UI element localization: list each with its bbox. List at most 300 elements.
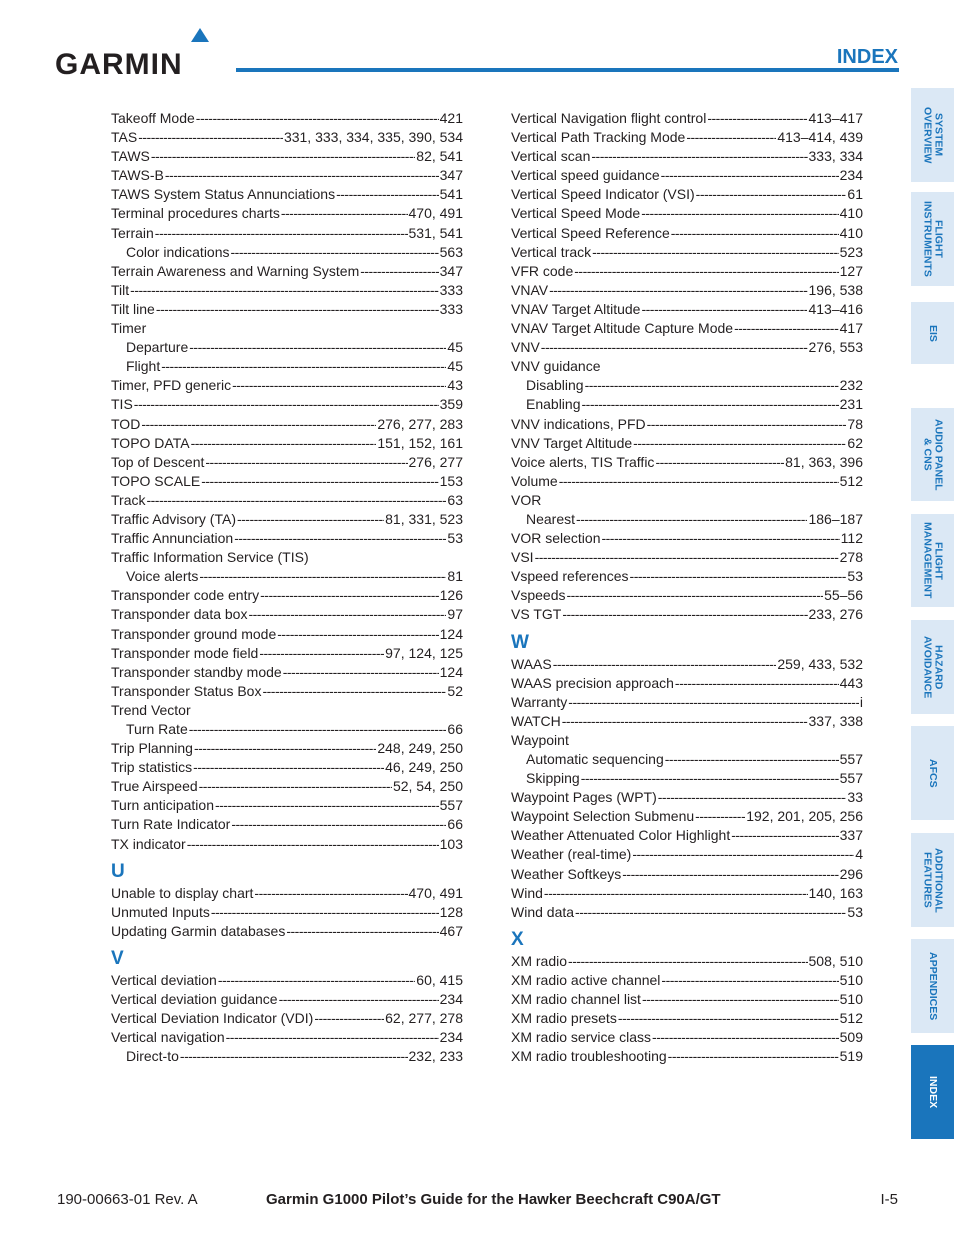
entry-pages: 124	[439, 663, 463, 680]
index-entry	[111, 281, 463, 300]
entry-pages: 233, 276	[808, 606, 863, 623]
section-tab-label: FLIGHT INSTRUMENTS	[921, 201, 945, 277]
entry-term: Direct-to	[126, 1048, 179, 1065]
section-letter: W	[511, 631, 529, 653]
dot-leader	[248, 605, 446, 624]
section-tab-label: HAZARD AVOIDANCE	[921, 635, 945, 699]
entry-term: VOR	[511, 491, 542, 508]
index-subentry	[111, 357, 463, 376]
index-entry	[511, 884, 863, 903]
dot-leader	[161, 357, 446, 376]
section-tab-flight-management[interactable]	[911, 514, 954, 607]
entry-term: Vspeeds	[511, 587, 566, 604]
section-tab-system-overview[interactable]	[911, 88, 954, 182]
section-letter: V	[111, 947, 124, 969]
index-entry	[511, 845, 863, 864]
index-entry	[511, 109, 863, 128]
index-entry	[511, 807, 863, 826]
index-entry	[511, 262, 863, 281]
entry-term: TX indicator	[111, 835, 186, 852]
dot-leader	[189, 338, 446, 357]
index-entry	[111, 1009, 463, 1028]
entry-pages: 234	[439, 991, 463, 1008]
entry-term: Transponder Status Box	[111, 682, 262, 699]
index-entry	[111, 701, 463, 720]
section-tab-label: INDEX	[927, 1075, 939, 1109]
index-entry	[111, 510, 463, 529]
section-tab-flight-instruments[interactable]	[911, 192, 954, 286]
index-entry	[511, 788, 863, 807]
entry-term: Updating Garmin databases	[111, 922, 286, 939]
entry-term: TIS	[111, 396, 133, 413]
entry-pages: 512	[839, 472, 863, 489]
entry-pages: 347	[439, 262, 463, 279]
entry-pages: 61	[847, 186, 863, 203]
section-tab-appendices[interactable]	[911, 939, 954, 1033]
entry-term: Timer, PFD generic	[111, 377, 232, 394]
dot-leader	[675, 674, 839, 693]
index-entry	[111, 185, 463, 204]
entry-term: XM radio troubleshooting	[511, 1048, 667, 1065]
entry-term: Nearest	[526, 510, 576, 527]
index-entry	[111, 663, 463, 682]
index-entry	[511, 674, 863, 693]
index-entry	[111, 224, 463, 243]
index-entry	[111, 415, 463, 434]
entry-term: VNAV	[511, 281, 549, 298]
entry-pages: 337	[839, 827, 863, 844]
entry-pages: 276, 553	[808, 339, 863, 356]
entry-term: Wind	[511, 884, 543, 901]
entry-pages: 519	[839, 1048, 863, 1065]
index-entry	[511, 1047, 863, 1066]
dot-leader	[146, 491, 446, 510]
index-entry	[511, 605, 863, 624]
dot-leader	[562, 605, 807, 624]
entry-term: XM radio	[511, 952, 568, 969]
entry-term: Terrain Awareness and Warning System	[111, 262, 360, 279]
index-subentry	[111, 720, 463, 739]
entry-pages: 53	[847, 568, 863, 585]
index-entry	[111, 319, 463, 338]
entry-term: Traffic Advisory (TA)	[111, 510, 236, 527]
entry-term: Warranty	[511, 693, 568, 710]
dot-leader	[281, 204, 408, 223]
index-entry	[511, 357, 863, 376]
entry-term: Waypoint Selection Submenu	[511, 808, 695, 825]
entry-term: Vertical Speed Indicator (VSI)	[511, 186, 695, 203]
dot-leader	[254, 884, 407, 903]
entry-pages: i	[859, 693, 863, 710]
entry-pages: 52	[447, 682, 463, 699]
entry-term: Transponder code entry	[111, 587, 260, 604]
dot-leader	[199, 777, 392, 796]
index-entry	[511, 971, 863, 990]
dot-leader	[155, 224, 408, 243]
entry-pages: 337, 338	[808, 712, 863, 729]
dot-leader	[566, 586, 823, 605]
page-number: I-5	[880, 1191, 898, 1208]
entry-pages: 276, 277, 283	[377, 415, 463, 432]
entry-pages: 151, 152, 161	[377, 434, 463, 451]
index-entry	[511, 712, 863, 731]
entry-pages: 443	[839, 674, 863, 691]
dot-leader	[591, 147, 807, 166]
entry-pages: 557	[839, 751, 863, 767]
index-entry	[511, 491, 863, 510]
index-entry	[111, 434, 463, 453]
entry-pages: 140, 163	[808, 884, 863, 901]
entry-pages: 78	[847, 415, 863, 432]
entry-pages: 33	[847, 789, 863, 806]
entry-pages: 410	[839, 224, 863, 241]
entry-term: Skipping	[526, 770, 580, 787]
entry-pages: 196, 538	[808, 281, 863, 298]
dot-leader	[279, 990, 439, 1009]
dot-leader	[647, 415, 847, 434]
entry-term: TAWS-B	[111, 167, 164, 184]
garmin-logo	[55, 28, 220, 81]
section-letter: U	[111, 860, 125, 882]
dot-leader	[231, 243, 439, 262]
dot-leader	[658, 788, 847, 807]
dot-leader	[652, 1028, 839, 1047]
index-entry	[111, 548, 463, 567]
index-entry	[111, 903, 463, 922]
guide-title: Garmin G1000 Pilot’s Guide for the Hawker Beechcraft C90A/GT	[266, 1191, 721, 1208]
entry-pages: 510	[839, 991, 863, 1008]
dot-leader	[642, 990, 839, 1009]
entry-pages: 359	[439, 396, 463, 413]
index-entry	[111, 884, 463, 903]
dot-leader	[581, 769, 839, 788]
dot-leader	[574, 262, 838, 281]
index-entry	[111, 971, 463, 990]
index-subentry	[511, 376, 863, 395]
section-tab-label: APPENDICES	[927, 951, 939, 1021]
dot-leader	[544, 884, 808, 903]
index-entry	[511, 567, 863, 586]
dot-leader	[262, 682, 446, 701]
entry-term: VNV indications, PFD	[511, 415, 646, 432]
entry-term: Waypoint Pages (WPT)	[511, 789, 657, 806]
index-subentry	[111, 243, 463, 262]
entry-pages: 413–414, 439	[777, 129, 863, 146]
entry-pages: 234	[839, 167, 863, 184]
entry-pages: 557	[839, 770, 863, 787]
entry-term: TAS	[111, 129, 138, 146]
dot-leader	[211, 903, 439, 922]
index-entry	[111, 529, 463, 548]
entry-pages: 333, 334	[808, 148, 863, 165]
entry-pages: 509	[839, 1029, 863, 1046]
index-entry	[111, 395, 463, 414]
index-subentry	[111, 1047, 463, 1066]
entry-pages: 413–417	[808, 110, 863, 126]
entry-term: WAAS	[511, 655, 552, 672]
index-entry	[111, 262, 463, 281]
entry-term: VNV guidance	[511, 358, 601, 375]
index-entry	[511, 1028, 863, 1047]
dot-leader	[576, 510, 807, 529]
entry-pages: 66	[447, 816, 463, 833]
section-tab-additional-features[interactable]	[911, 833, 954, 927]
entry-term: VNAV Target Altitude Capture Mode	[511, 320, 734, 337]
entry-term: Weather (real-time)	[511, 846, 632, 863]
entry-pages: 531, 541	[408, 224, 463, 241]
dot-leader	[592, 243, 839, 262]
entry-pages: 192, 201, 205, 256	[746, 808, 863, 825]
section-tab-audio-panel-cns[interactable]	[911, 408, 954, 501]
index-subentry	[511, 769, 863, 788]
dot-leader	[641, 204, 838, 223]
index-entry	[111, 796, 463, 815]
entry-pages: 232	[839, 377, 863, 394]
entry-pages: 55–56	[824, 587, 863, 604]
entry-term: Top of Descent	[111, 453, 205, 470]
entry-term: Enabling	[526, 396, 581, 413]
entry-term: Flight	[126, 358, 161, 375]
index-entry	[111, 586, 463, 605]
dot-leader	[553, 655, 777, 674]
index-entry	[111, 1028, 463, 1047]
index-entry	[111, 147, 463, 166]
dot-leader	[734, 319, 839, 338]
entry-term: Vertical Speed Reference	[511, 224, 670, 241]
dot-leader	[582, 395, 839, 414]
dot-leader	[193, 758, 384, 777]
dot-leader	[232, 376, 446, 395]
section-tab-hazard-avoidance[interactable]	[911, 620, 954, 714]
entry-pages: 53	[447, 530, 463, 547]
entry-pages: 53	[847, 903, 863, 920]
entry-term: Trip Planning	[111, 740, 193, 757]
dot-leader	[707, 109, 807, 128]
entry-term: XM radio presets	[511, 1010, 617, 1027]
section-tab-label: ADDITIONAL FEATURES	[921, 847, 945, 913]
entry-pages: 248, 249, 250	[377, 740, 463, 757]
dot-leader	[562, 712, 808, 731]
entry-term: Automatic sequencing	[526, 751, 664, 767]
entry-pages: 557	[439, 797, 463, 814]
dot-leader	[686, 128, 776, 147]
dot-leader	[655, 453, 784, 472]
entry-pages: 331, 333, 334, 335, 390, 534	[283, 129, 463, 146]
entry-term: Trend Vector	[111, 701, 191, 718]
entry-pages: 66	[447, 721, 463, 737]
dot-leader	[696, 185, 847, 204]
entry-term: VS TGT	[511, 606, 562, 623]
index-entry	[511, 453, 863, 472]
entry-term: Transponder standby mode	[111, 663, 282, 680]
index-entry	[511, 338, 863, 357]
index-entry	[111, 682, 463, 701]
entry-term: Vertical Navigation flight control	[511, 110, 707, 126]
entry-pages: 510	[839, 971, 863, 988]
entry-term: Transponder data box	[111, 606, 248, 623]
dot-leader	[671, 224, 839, 243]
dot-leader	[695, 807, 745, 826]
entry-pages: 523	[839, 243, 863, 260]
index-subentry	[111, 567, 463, 586]
entry-pages: 124	[439, 625, 463, 642]
index-column-left	[111, 109, 463, 1066]
index-entry	[111, 835, 463, 854]
dot-leader	[201, 472, 438, 491]
entry-term: Voice alerts, TIS Traffic	[511, 453, 655, 470]
entry-term: True Airspeed	[111, 778, 198, 795]
entry-term: Vertical Deviation Indicator (VDI)	[111, 1010, 314, 1027]
index-subentry	[511, 510, 863, 529]
entry-pages: 417	[839, 320, 863, 337]
index-entry	[111, 453, 463, 472]
index-entry	[111, 815, 463, 834]
entry-pages: 63	[447, 491, 463, 508]
entry-pages: 563	[439, 243, 463, 260]
dot-leader	[218, 971, 415, 990]
index-entry	[511, 529, 863, 548]
index-entry	[511, 300, 863, 319]
index-entry	[511, 204, 863, 223]
dot-leader	[205, 453, 407, 472]
entry-term: Transponder ground mode	[111, 625, 277, 642]
dot-leader	[194, 739, 376, 758]
entry-pages: 128	[439, 903, 463, 920]
entry-term: Turn Rate	[126, 721, 188, 737]
entry-pages: 512	[839, 1010, 863, 1027]
entry-term: VNV	[511, 339, 540, 356]
index-entry	[511, 693, 863, 712]
index-subentry	[511, 750, 863, 769]
dot-leader	[630, 567, 847, 586]
section-tab-label: FLIGHT MANAGEMENT	[921, 522, 945, 599]
entry-term: Waypoint	[511, 731, 569, 748]
index-entry	[511, 990, 863, 1009]
entry-term: Transponder mode field	[111, 644, 259, 661]
section-tab-eis[interactable]	[911, 302, 954, 364]
entry-term: Vertical Speed Mode	[511, 205, 641, 222]
index-entry	[111, 376, 463, 395]
entry-pages: 45	[447, 358, 463, 375]
index-entry	[511, 281, 863, 300]
section-letter: X	[511, 928, 524, 950]
index-entry	[511, 952, 863, 971]
index-subentry	[511, 395, 863, 414]
entry-term: Weather Softkeys	[511, 865, 622, 882]
index-entry	[511, 415, 863, 434]
dot-leader	[231, 815, 446, 834]
index-entry	[111, 644, 463, 663]
dot-leader	[559, 472, 839, 491]
entry-term: Takeoff Mode	[111, 110, 195, 126]
entry-term: TOPO SCALE	[111, 472, 201, 489]
index-entry	[511, 128, 863, 147]
index-entry	[111, 166, 463, 185]
dot-leader	[568, 693, 859, 712]
index-entry	[511, 434, 863, 453]
dot-leader	[283, 663, 439, 682]
entry-pages: 347	[439, 167, 463, 184]
section-tab-afcs[interactable]	[911, 726, 954, 820]
dot-leader	[641, 300, 807, 319]
dot-leader	[260, 586, 439, 605]
entry-pages: 276, 277	[408, 453, 463, 470]
index-entry	[511, 1009, 863, 1028]
entry-pages: 467	[439, 922, 463, 939]
index-entry	[111, 109, 463, 128]
entry-pages: 259, 433, 532	[777, 655, 863, 672]
entry-term: VSI	[511, 549, 534, 566]
entry-term: XM radio active channel	[511, 971, 661, 988]
entry-term: VNAV Target Altitude	[511, 300, 641, 317]
entry-pages: 232, 233	[408, 1048, 463, 1065]
entry-pages: 45	[447, 339, 463, 356]
entry-pages: 470, 491	[408, 884, 463, 901]
entry-term: Vertical scan	[511, 148, 591, 165]
dot-leader	[189, 720, 447, 739]
entry-term: Tilt line	[111, 300, 155, 317]
entry-term: Voice alerts	[126, 568, 199, 585]
index-entry	[111, 605, 463, 624]
index-subentry	[111, 338, 463, 357]
header-rule	[236, 68, 899, 72]
entry-term: VNV Target Altitude	[511, 434, 633, 451]
entry-term: Terminal procedures charts	[111, 205, 280, 222]
entry-term: Traffic Annunciation	[111, 530, 234, 547]
index-entry	[511, 903, 863, 922]
entry-term: Vertical speed guidance	[511, 167, 660, 184]
dot-leader	[601, 529, 839, 548]
entry-term: Color indications	[126, 243, 230, 260]
section-tab-index[interactable]	[911, 1045, 954, 1139]
entry-pages: 112	[840, 530, 863, 547]
dot-leader	[622, 865, 838, 884]
dot-leader	[535, 548, 839, 567]
dot-leader	[226, 1028, 439, 1047]
entry-term: TAWS System Status Annunciations	[111, 186, 336, 203]
entry-term: XM radio channel list	[511, 991, 641, 1008]
index-entry	[111, 922, 463, 941]
entry-pages: 153	[439, 472, 463, 489]
dot-leader	[568, 952, 807, 971]
entry-term: Terrain	[111, 224, 154, 241]
entry-pages: 333	[439, 281, 463, 298]
dot-leader	[191, 434, 377, 453]
entry-term: TOPO DATA	[111, 434, 190, 451]
entry-pages: 278	[839, 549, 863, 566]
dot-leader	[633, 434, 846, 453]
index-entry	[111, 777, 463, 796]
entry-pages: 470, 491	[408, 205, 463, 222]
section-tab-label: SYSTEM OVERVIEW	[921, 106, 945, 164]
index-entry	[111, 990, 463, 1009]
entry-pages: 52, 54, 250	[392, 778, 463, 795]
index-entry	[511, 166, 863, 185]
entry-pages: 541	[439, 186, 463, 203]
entry-pages: 234	[439, 1029, 463, 1046]
entry-term: XM radio service class	[511, 1029, 652, 1046]
entry-term: Weather Attenuated Color Highlight	[511, 827, 731, 844]
entry-term: Tilt	[111, 281, 130, 298]
entry-term: Unable to display chart	[111, 884, 254, 901]
entry-pages: 60, 415	[416, 971, 463, 988]
dot-leader	[336, 185, 439, 204]
entry-pages: 231	[839, 396, 863, 413]
entry-pages: 127	[839, 262, 863, 279]
dot-leader	[156, 300, 439, 319]
entry-term: Vertical Path Tracking Mode	[511, 129, 686, 146]
entry-pages: 103	[439, 835, 463, 852]
